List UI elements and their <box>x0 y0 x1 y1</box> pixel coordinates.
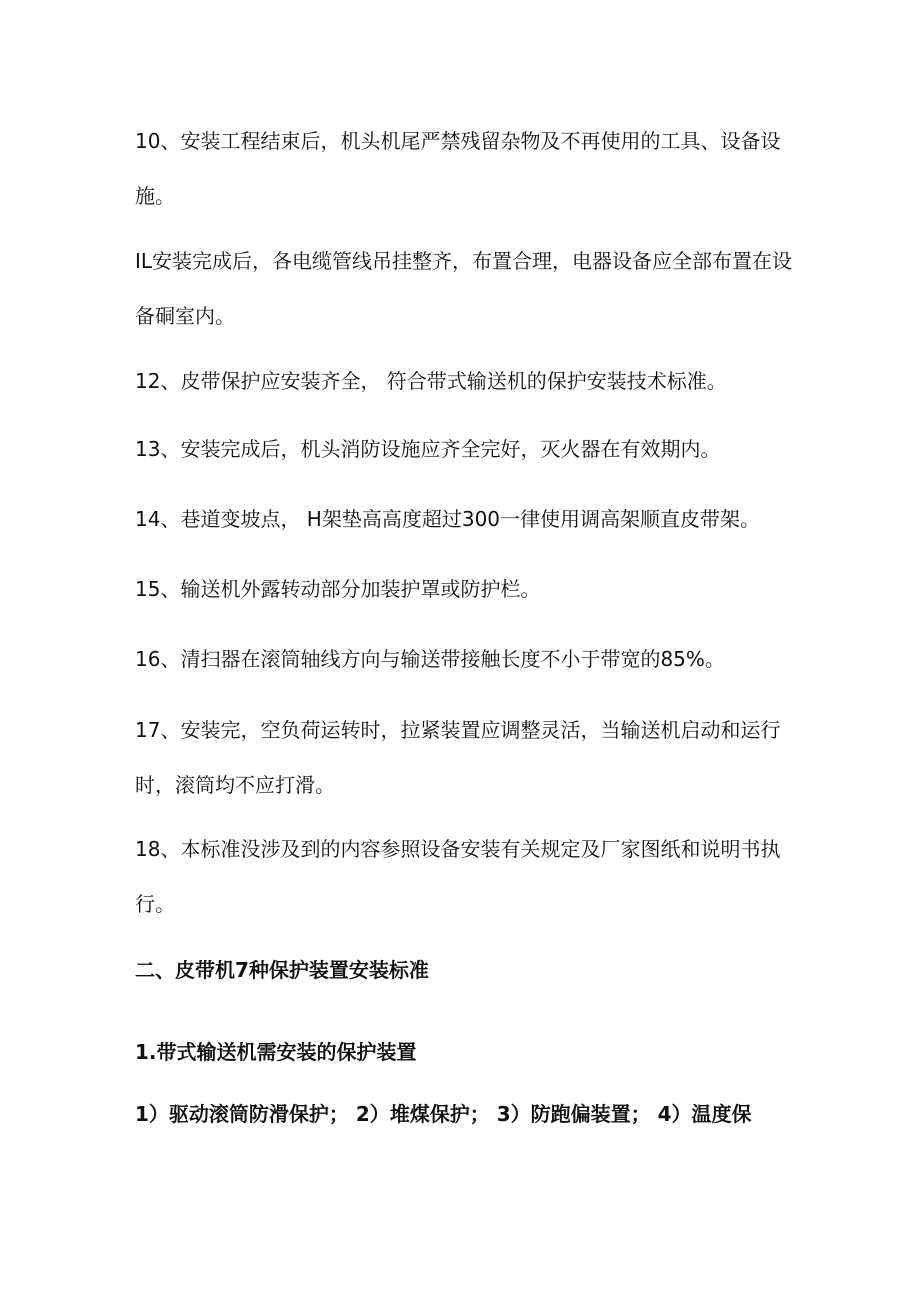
paragraph-item-17: 17、安装完，空负荷运转时，拉紧装置应调整灵活，当输送机启动和运行时，滚筒均不应打滑。 <box>135 718 781 797</box>
paragraph-item-18: 18、本标准没涉及到的内容参照设备安装有关规定及厂家图纸和说明书执行。 <box>135 837 781 916</box>
paragraph-item-12: 12、皮带保护应安装齐全， 符合带式输送机的保护安装技术标准。 <box>135 369 727 393</box>
paragraph-item-16: 16、清扫器在滚筒轴线方向与输送带接触长度不小于带宽的85%。 <box>135 647 725 671</box>
section-heading: 二、皮带机7种保护装置安装标准 <box>135 958 429 982</box>
subsection-heading: 1.带式输送机需安装的保护装置 <box>135 1040 417 1064</box>
paragraph-item-11: IL安装完成后，各电缆管线吊挂整齐，布置合理，电器设备应全部布置在设备硐室内。 <box>135 249 793 328</box>
paragraph-item-14: 14、巷道变坡点， H架垫高高度超过300一律使用调高架顺直皮带架。 <box>135 507 761 531</box>
paragraph-item-13: 13、安装完成后，机头消防设施应齐全完好，灭火器在有效期内。 <box>135 437 721 461</box>
paragraph-item-15: 15、输送机外露转动部分加装护罩或防护栏。 <box>135 577 541 601</box>
paragraph-item-10: 10、安装工程结束后，机头机尾严禁残留杂物及不再使用的工具、设备设施。 <box>135 129 781 208</box>
protection-device-list-line: 1）驱动滚筒防滑保护； 2）堆煤保护； 3）防跑偏装置； 4）温度保 <box>135 1102 752 1126</box>
